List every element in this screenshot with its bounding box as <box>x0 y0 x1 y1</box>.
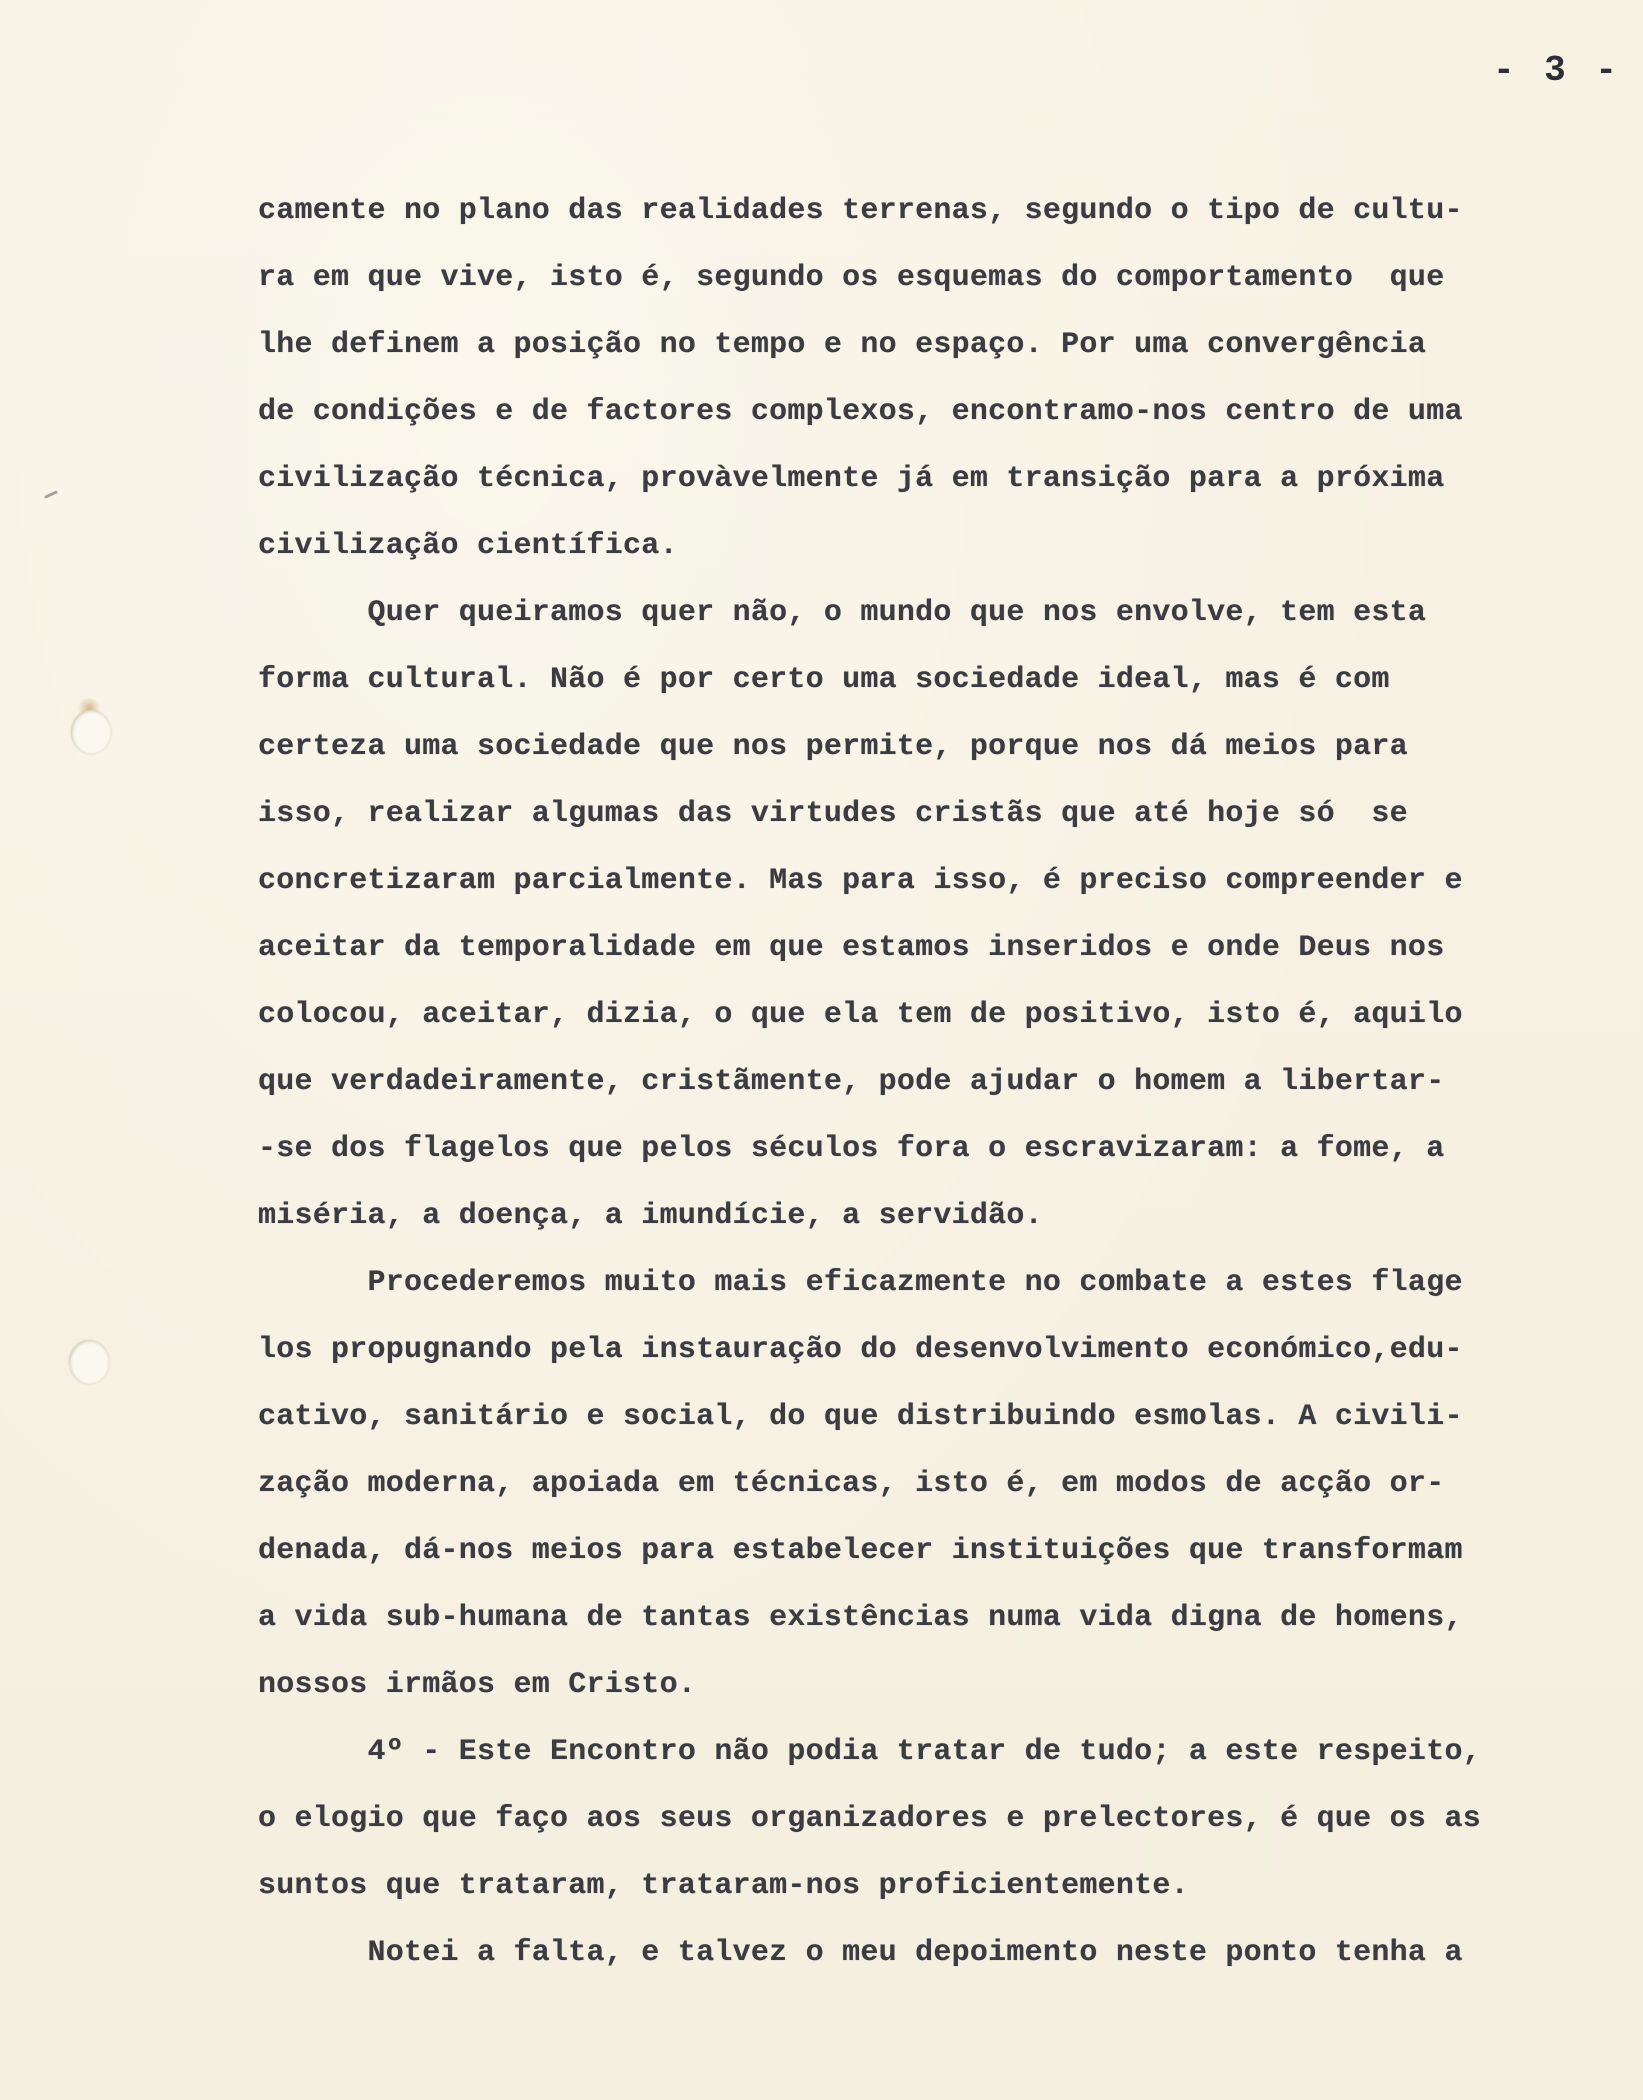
text-line: Notei a falta, e talvez o meu depoimento neste ponto tenha a <box>258 1936 1463 1970</box>
text-line: concretizaram parcialmente. Mas para isso, é preciso compreender e <box>258 864 1463 898</box>
text-line: civilização científica. <box>258 529 678 563</box>
text-line: que verdadeiramente, cristãmente, pode ajudar o homem a libertar- <box>258 1065 1445 1099</box>
text-line: Quer queiramos quer não, o mundo que nos envolve, tem esta <box>258 596 1427 630</box>
text-line: civilização técnica, provàvelmente já em transição para a próxima <box>258 462 1445 496</box>
text-line: zação moderna, apoiada em técnicas, isto é, em modos de acção or- <box>258 1467 1445 1501</box>
punch-hole-top <box>71 710 111 754</box>
text-line: isso, realizar algumas das virtudes cristãs que até hoje só se <box>258 797 1408 831</box>
text-line: forma cultural. Não é por certo uma sociedade ideal, mas é com <box>258 663 1390 697</box>
text-line: Procederemos muito mais eficazmente no combate a estes flage <box>258 1266 1463 1300</box>
text-line: 4º - Este Encontro não podia tratar de tudo; a este respeito, <box>258 1735 1481 1769</box>
text-line: lhe definem a posição no tempo e no espaço. Por uma convergência <box>258 328 1427 362</box>
text-line: denada, dá-nos meios para estabelecer instituições que transformam <box>258 1534 1463 1568</box>
text-line: cativo, sanitário e social, do que distribuindo esmolas. A civili- <box>258 1400 1463 1434</box>
text-line: ra em que vive, isto é, segundo os esquemas do comportamento que <box>258 261 1445 295</box>
text-line: a vida sub-humana de tantas existências numa vida digna de homens, <box>258 1601 1463 1635</box>
text-line: suntos que trataram, trataram-nos proficientemente. <box>258 1869 1189 1903</box>
pencil-mark <box>44 490 58 499</box>
typewritten-body <box>258 178 1588 1987</box>
text-line: certeza uma sociedade que nos permite, porque nos dá meios para <box>258 730 1408 764</box>
text-line: colocou, aceitar, dizia, o que ela tem de positivo, isto é, aquilo <box>258 998 1463 1032</box>
text-line: aceitar da temporalidade em que estamos inseridos e onde Deus nos <box>258 931 1445 965</box>
text-line: -se dos flagelos que pelos séculos fora o escravizaram: a fome, a <box>258 1132 1445 1166</box>
page-number: - 3 - <box>1492 50 1621 91</box>
text-line: de condições e de factores complexos, encontramo-nos centro de uma <box>258 395 1463 429</box>
text-line: o elogio que faço aos seus organizadores e prelectores, é que os as <box>258 1802 1481 1836</box>
punch-hole-bottom <box>69 1340 109 1384</box>
text-line: los propugnando pela instauração do desenvolvimento económico,edu- <box>258 1333 1463 1367</box>
text-line: miséria, a doença, a imundície, a servidão. <box>258 1199 1043 1233</box>
text-line: camente no plano das realidades terrenas, segundo o tipo de cultu- <box>258 194 1463 228</box>
text-line: nossos irmãos em Cristo. <box>258 1668 697 1702</box>
